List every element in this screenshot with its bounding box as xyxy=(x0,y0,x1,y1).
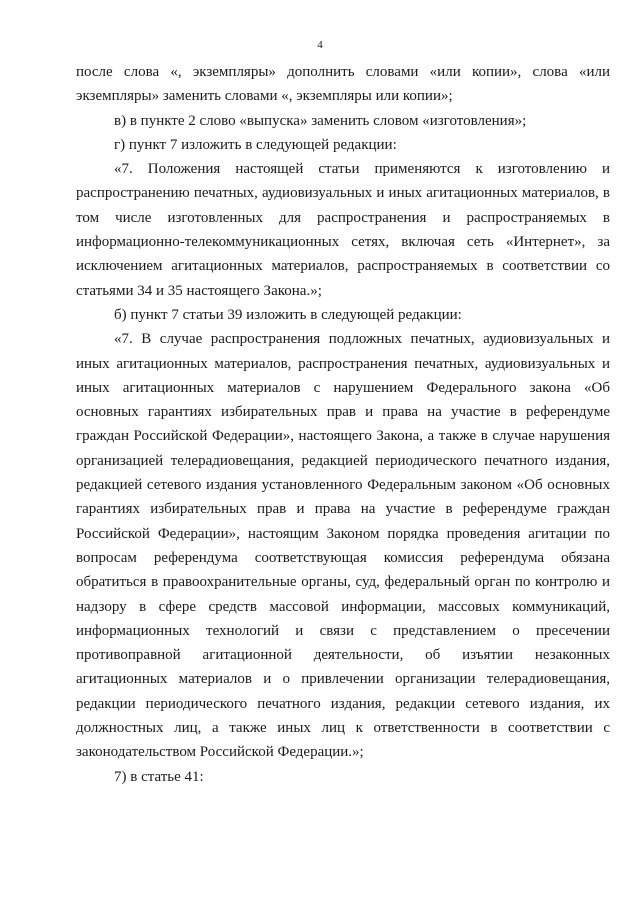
paragraph-item-v: в) в пункте 2 слово «выпуска» заменить словом «изготовления»; xyxy=(114,112,527,129)
paragraph-item-g: г) пункт 7 изложить в следующей редакции: xyxy=(114,136,397,153)
paragraph-article-39-text: «7. В случае распространения подложных печатных, аудиовизуальных и иных агитационных материалов, распространения печатных, аудиовизуальных и иных агитационных материалов с нарушением Федерального закона «Об основных гарантиях избирательных прав и права на участие в референдуме граждан Российской Федерации», настоящего Закона, а также в случае нарушения организацией телерадиовещания, редакцией периодического печатного издания, редакцией сетевого издания установленного Федеральным законом «Об основных гарантиях избирательных прав и права на участие в референдуме граждан Российской Федерации», настоящим Законом порядка проведения агитации по вопросам референдума соответствующая комиссия референдума обязана обратиться в правоохранительные органы, суд, федеральный орган по контролю и надзору в сфере средств массовой информации, массовых коммуникаций, информационных технологий и связи с представлением о пресечении противоправной агитационной деятельности, об изъятии незаконных агитационных материалов и о привлечении организации телерадиовещания, редакции периодического печатного издания, редакции сетевого издания, их должностных лиц, а также иных лиц к ответственности в соответствии с законодательством Российской Федерации.»; xyxy=(76,331,610,761)
document-body xyxy=(76,60,610,789)
paragraph-item-6: б) пункт 7 статьи 39 изложить в следующей редакции: xyxy=(114,306,462,323)
paragraph-item-7: 7) в статье 41: xyxy=(114,768,204,785)
page-number: 4 xyxy=(317,39,323,51)
paragraph-clause-7-text: «7. Положения настоящей статьи применяются к изготовлению и распространению печатных, аудиовизуальных и иных агитационных материалов, в том числе изготовленных для распространения и распространяемых в информационно-телекоммуникационных сетях, включая сеть «Интернет», за исключением агитационных материалов, распространяемых в соответствии со статьями 34 и 35 настоящего Закона.»; xyxy=(76,161,610,299)
paragraph-word-replacement: после слова «, экземпляры» дополнить словами «или копии», слова «или экземпляры» заменить словами «, экземпляры или копии»; xyxy=(76,64,610,105)
